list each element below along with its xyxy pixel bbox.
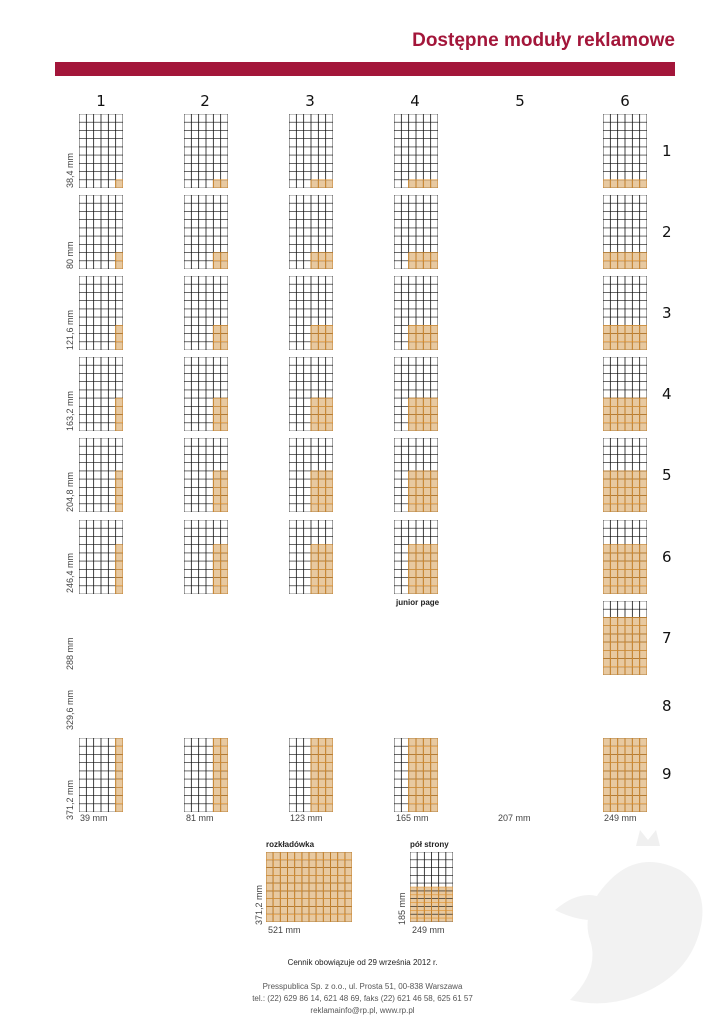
ad-module-3x4 (289, 357, 333, 431)
row-label-8: 8 (662, 697, 672, 715)
ad-module-1x9 (79, 738, 123, 812)
spread-height-label: 371,2 mm (254, 884, 264, 925)
ad-module-2x4 (184, 357, 228, 431)
width-label: 207 mm (498, 813, 531, 823)
ad-module-fill (116, 180, 123, 188)
spread-width-label: 521 mm (268, 925, 301, 935)
ad-module-3x6 (289, 520, 333, 594)
ad-module-fill (116, 738, 123, 812)
spread-module (266, 852, 352, 922)
ad-module-4x6 (394, 520, 438, 594)
row-label-1: 1 (662, 142, 672, 160)
ad-module-1x4 (79, 357, 123, 431)
half-page-label: pół strony (410, 840, 449, 849)
height-label: 121,6 mm (65, 309, 75, 350)
height-label: 288 mm (65, 637, 75, 670)
ad-module-2x2 (184, 195, 228, 269)
ad-module-4x2 (394, 195, 438, 269)
ad-module-fill (311, 180, 333, 188)
ad-module-3x2 (289, 195, 333, 269)
height-label: 246,4 mm (65, 552, 75, 593)
ad-module-3x5 (289, 438, 333, 512)
ad-module-3x9 (289, 738, 333, 812)
ad-module-3x3 (289, 276, 333, 350)
ad-module-2x1 (184, 114, 228, 188)
column-label-5: 5 (515, 92, 525, 110)
ad-module-fill (311, 471, 333, 512)
ad-module-2x6 (184, 520, 228, 594)
ad-module-6x1 (603, 114, 647, 188)
height-label: 80 mm (65, 241, 75, 269)
column-label-4: 4 (410, 92, 420, 110)
row-label-2: 2 (662, 223, 672, 241)
ad-module-6x6 (603, 520, 647, 594)
company-address: Presspublica Sp. z o.o., ul. Prosta 51, 00-838 Warszawa (262, 982, 463, 991)
ad-module-fill (311, 325, 333, 350)
price-list-validity: Cennik obowiązuje od 29 września 2012 r. (287, 958, 438, 967)
width-label: 165 mm (396, 813, 429, 823)
height-label: 329,6 mm (65, 689, 75, 730)
width-label: 249 mm (604, 813, 637, 823)
height-label: 38,4 mm (65, 152, 75, 188)
ad-module-fill (116, 325, 123, 350)
row-label-7: 7 (662, 629, 672, 647)
half-page-width-label: 249 mm (412, 925, 445, 935)
header-bar (55, 62, 675, 76)
ad-module-4x3 (394, 276, 438, 350)
ad-module-3x1 (289, 114, 333, 188)
ad-module-2x3 (184, 276, 228, 350)
ad-module-4x9 (394, 738, 438, 812)
column-label-3: 3 (305, 92, 315, 110)
height-label: 371,2 mm (65, 779, 75, 820)
ad-module-4x4 (394, 357, 438, 431)
row-label-3: 3 (662, 304, 672, 322)
row-label-4: 4 (662, 385, 672, 403)
column-label-1: 1 (96, 92, 106, 110)
column-label-2: 2 (200, 92, 210, 110)
column-label-6: 6 (620, 92, 630, 110)
half-page-module (410, 852, 453, 922)
ad-module-1x5 (79, 438, 123, 512)
company-email: reklamainfo@rp.pl, www.rp.pl (310, 1006, 415, 1015)
ad-module-6x5 (603, 438, 647, 512)
row-label-6: 6 (662, 548, 672, 566)
ad-module-2x9 (184, 738, 228, 812)
ad-module-1x2 (79, 195, 123, 269)
ad-module-6x4 (603, 357, 647, 431)
ad-module-6x3 (603, 276, 647, 350)
ad-module-4x1 (394, 114, 438, 188)
ad-module-fill (311, 738, 333, 812)
ad-module-4x5 (394, 438, 438, 512)
ad-module-6x2 (603, 195, 647, 269)
row-label-5: 5 (662, 466, 672, 484)
width-label: 39 mm (80, 813, 108, 823)
ad-module-6x9 (603, 738, 647, 812)
spread-label: rozkładówka (266, 840, 315, 849)
width-label: 81 mm (186, 813, 214, 823)
ad-module-1x1 (79, 114, 123, 188)
height-label: 204,8 mm (65, 471, 75, 512)
row-label-9: 9 (662, 765, 672, 783)
junior-page-label: junior page (396, 598, 440, 607)
page-title: Dostępne moduły reklamowe (412, 30, 675, 51)
ad-module-1x3 (79, 276, 123, 350)
half-page-height-label: 185 mm (397, 892, 407, 925)
ad-module-1x6 (79, 520, 123, 594)
ad-module-2x5 (184, 438, 228, 512)
ad-module-fill (116, 471, 123, 512)
company-phones: tel.: (22) 629 86 14, 621 48 69, faks (22) 621 46 58, 625 61 57 (252, 994, 473, 1003)
width-label: 123 mm (290, 813, 323, 823)
ad-module-6x7 (603, 601, 647, 675)
height-label: 163,2 mm (65, 390, 75, 431)
